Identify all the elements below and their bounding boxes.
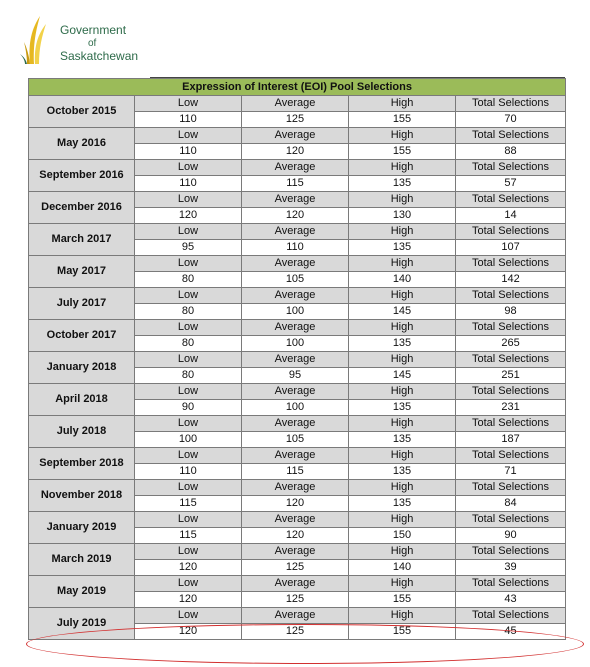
- cell-average: 95: [242, 368, 349, 384]
- column-header-average: Average: [242, 480, 349, 496]
- draw-date: April 2018: [29, 384, 135, 416]
- column-header-total: Total Selections: [456, 384, 566, 400]
- cell-average: 125: [242, 592, 349, 608]
- column-header-low: Low: [135, 608, 242, 624]
- cell-total: 88: [456, 144, 566, 160]
- cell-low: 120: [135, 208, 242, 224]
- draw-date: March 2019: [29, 544, 135, 576]
- column-header-average: Average: [242, 160, 349, 176]
- column-header-total: Total Selections: [456, 512, 566, 528]
- header-row: [29, 608, 566, 624]
- header-row: [29, 192, 566, 208]
- column-header-low: Low: [135, 256, 242, 272]
- column-header-average: Average: [242, 128, 349, 144]
- draw-date: November 2018: [29, 480, 135, 512]
- cell-low: 90: [135, 400, 242, 416]
- logo-line-of: of: [88, 38, 97, 49]
- column-header-total: Total Selections: [456, 288, 566, 304]
- column-header-total: Total Selections: [456, 96, 566, 112]
- draw-date: May 2016: [29, 128, 135, 160]
- cell-high: 140: [349, 272, 456, 288]
- column-header-total: Total Selections: [456, 256, 566, 272]
- column-header-low: Low: [135, 512, 242, 528]
- cell-low: 110: [135, 464, 242, 480]
- column-header-total: Total Selections: [456, 416, 566, 432]
- column-header-low: Low: [135, 96, 242, 112]
- draw-date: December 2016: [29, 192, 135, 224]
- column-header-low: Low: [135, 544, 242, 560]
- cell-low: 120: [135, 592, 242, 608]
- column-header-average: Average: [242, 224, 349, 240]
- column-header-average: Average: [242, 544, 349, 560]
- header-row: [29, 96, 566, 112]
- column-header-low: Low: [135, 576, 242, 592]
- draw-date: September 2018: [29, 448, 135, 480]
- column-header-average: Average: [242, 416, 349, 432]
- cell-high: 155: [349, 144, 456, 160]
- cell-low: 120: [135, 624, 242, 640]
- header-row: [29, 448, 566, 464]
- cell-average: 115: [242, 176, 349, 192]
- column-header-total: Total Selections: [456, 608, 566, 624]
- column-header-low: Low: [135, 128, 242, 144]
- column-header-total: Total Selections: [456, 352, 566, 368]
- cell-high: 135: [349, 240, 456, 256]
- logo-line-saskatchewan: Saskatchewan: [60, 49, 139, 63]
- cell-high: 155: [349, 592, 456, 608]
- cell-low: 110: [135, 112, 242, 128]
- cell-low: 100: [135, 432, 242, 448]
- column-header-high: High: [349, 480, 456, 496]
- column-header-average: Average: [242, 192, 349, 208]
- header-row: [29, 352, 566, 368]
- cell-high: 135: [349, 400, 456, 416]
- cell-total: 14: [456, 208, 566, 224]
- column-header-high: High: [349, 384, 456, 400]
- cell-average: 120: [242, 144, 349, 160]
- cell-total: 43: [456, 592, 566, 608]
- cell-total: 71: [456, 464, 566, 480]
- draw-date: July 2019: [29, 608, 135, 640]
- column-header-low: Low: [135, 384, 242, 400]
- column-header-low: Low: [135, 480, 242, 496]
- column-header-average: Average: [242, 96, 349, 112]
- column-header-total: Total Selections: [456, 320, 566, 336]
- header-row: [29, 512, 566, 528]
- header-row: [29, 480, 566, 496]
- column-header-high: High: [349, 256, 456, 272]
- header-row: [29, 256, 566, 272]
- column-header-high: High: [349, 192, 456, 208]
- cell-average: 125: [242, 560, 349, 576]
- header-row: [29, 160, 566, 176]
- draw-date: May 2019: [29, 576, 135, 608]
- cell-average: 120: [242, 208, 349, 224]
- column-header-high: High: [349, 416, 456, 432]
- cell-high: 135: [349, 176, 456, 192]
- cell-total: 84: [456, 496, 566, 512]
- eoi-selections-table: [28, 78, 566, 640]
- cell-low: 80: [135, 368, 242, 384]
- column-header-high: High: [349, 288, 456, 304]
- cell-high: 145: [349, 304, 456, 320]
- cell-average: 100: [242, 336, 349, 352]
- header-row: [29, 576, 566, 592]
- draw-date: October 2015: [29, 96, 135, 128]
- column-header-average: Average: [242, 288, 349, 304]
- column-header-high: High: [349, 96, 456, 112]
- cell-low: 80: [135, 336, 242, 352]
- cell-average: 120: [242, 528, 349, 544]
- cell-total: 98: [456, 304, 566, 320]
- column-header-high: High: [349, 448, 456, 464]
- cell-average: 120: [242, 496, 349, 512]
- draw-date: March 2017: [29, 224, 135, 256]
- column-header-total: Total Selections: [456, 576, 566, 592]
- draw-date: January 2018: [29, 352, 135, 384]
- column-header-total: Total Selections: [456, 160, 566, 176]
- column-header-low: Low: [135, 352, 242, 368]
- column-header-total: Total Selections: [456, 448, 566, 464]
- logo-wordmark: [60, 24, 160, 63]
- column-header-high: High: [349, 160, 456, 176]
- header-row: [29, 128, 566, 144]
- header-row: [29, 416, 566, 432]
- column-header-low: Low: [135, 320, 242, 336]
- column-header-low: Low: [135, 192, 242, 208]
- cell-high: 135: [349, 464, 456, 480]
- cell-average: 110: [242, 240, 349, 256]
- draw-date: July 2017: [29, 288, 135, 320]
- table-title: Expression of Interest (EOI) Pool Selections: [29, 79, 566, 96]
- cell-high: 135: [349, 432, 456, 448]
- cell-total: 70: [456, 112, 566, 128]
- wheat-sheaf-icon: [18, 14, 58, 66]
- cell-low: 80: [135, 272, 242, 288]
- column-header-low: Low: [135, 416, 242, 432]
- column-header-high: High: [349, 352, 456, 368]
- cell-total: 265: [456, 336, 566, 352]
- column-header-high: High: [349, 224, 456, 240]
- column-header-total: Total Selections: [456, 128, 566, 144]
- cell-low: 120: [135, 560, 242, 576]
- column-header-average: Average: [242, 256, 349, 272]
- cell-average: 105: [242, 272, 349, 288]
- cell-high: 135: [349, 496, 456, 512]
- column-header-low: Low: [135, 288, 242, 304]
- column-header-high: High: [349, 320, 456, 336]
- column-header-average: Average: [242, 448, 349, 464]
- draw-date: September 2016: [29, 160, 135, 192]
- cell-average: 125: [242, 112, 349, 128]
- cell-low: 110: [135, 176, 242, 192]
- cell-total: 90: [456, 528, 566, 544]
- column-header-low: Low: [135, 224, 242, 240]
- cell-total: 142: [456, 272, 566, 288]
- column-header-total: Total Selections: [456, 192, 566, 208]
- header-row: [29, 384, 566, 400]
- cell-average: 100: [242, 400, 349, 416]
- government-of-saskatchewan-logo: [18, 14, 148, 70]
- draw-date: May 2017: [29, 256, 135, 288]
- column-header-high: High: [349, 128, 456, 144]
- header-row: [29, 320, 566, 336]
- cell-low: 115: [135, 496, 242, 512]
- cell-high: 155: [349, 112, 456, 128]
- column-header-high: High: [349, 576, 456, 592]
- column-header-high: High: [349, 608, 456, 624]
- cell-average: 105: [242, 432, 349, 448]
- column-header-total: Total Selections: [456, 224, 566, 240]
- header-row: [29, 224, 566, 240]
- cell-total: 107: [456, 240, 566, 256]
- cell-low: 95: [135, 240, 242, 256]
- cell-high: 140: [349, 560, 456, 576]
- column-header-average: Average: [242, 320, 349, 336]
- column-header-total: Total Selections: [456, 480, 566, 496]
- cell-total: 45: [456, 624, 566, 640]
- draw-date: October 2017: [29, 320, 135, 352]
- cell-average: 115: [242, 464, 349, 480]
- header-row: [29, 288, 566, 304]
- cell-high: 145: [349, 368, 456, 384]
- column-header-average: Average: [242, 352, 349, 368]
- cell-high: 155: [349, 624, 456, 640]
- column-header-average: Average: [242, 512, 349, 528]
- draw-date: July 2018: [29, 416, 135, 448]
- cell-low: 110: [135, 144, 242, 160]
- table-body: [29, 96, 566, 640]
- draw-date: January 2019: [29, 512, 135, 544]
- cell-total: 187: [456, 432, 566, 448]
- column-header-high: High: [349, 512, 456, 528]
- column-header-low: Low: [135, 448, 242, 464]
- cell-low: 115: [135, 528, 242, 544]
- cell-total: 57: [456, 176, 566, 192]
- cell-high: 135: [349, 336, 456, 352]
- cell-total: 251: [456, 368, 566, 384]
- cell-average: 125: [242, 624, 349, 640]
- header-row: [29, 544, 566, 560]
- cell-total: 39: [456, 560, 566, 576]
- column-header-average: Average: [242, 608, 349, 624]
- cell-average: 100: [242, 304, 349, 320]
- cell-high: 150: [349, 528, 456, 544]
- column-header-total: Total Selections: [456, 544, 566, 560]
- column-header-average: Average: [242, 576, 349, 592]
- column-header-high: High: [349, 544, 456, 560]
- cell-low: 80: [135, 304, 242, 320]
- cell-high: 130: [349, 208, 456, 224]
- column-header-average: Average: [242, 384, 349, 400]
- cell-total: 231: [456, 400, 566, 416]
- column-header-low: Low: [135, 160, 242, 176]
- logo-line-government: Government: [60, 23, 127, 37]
